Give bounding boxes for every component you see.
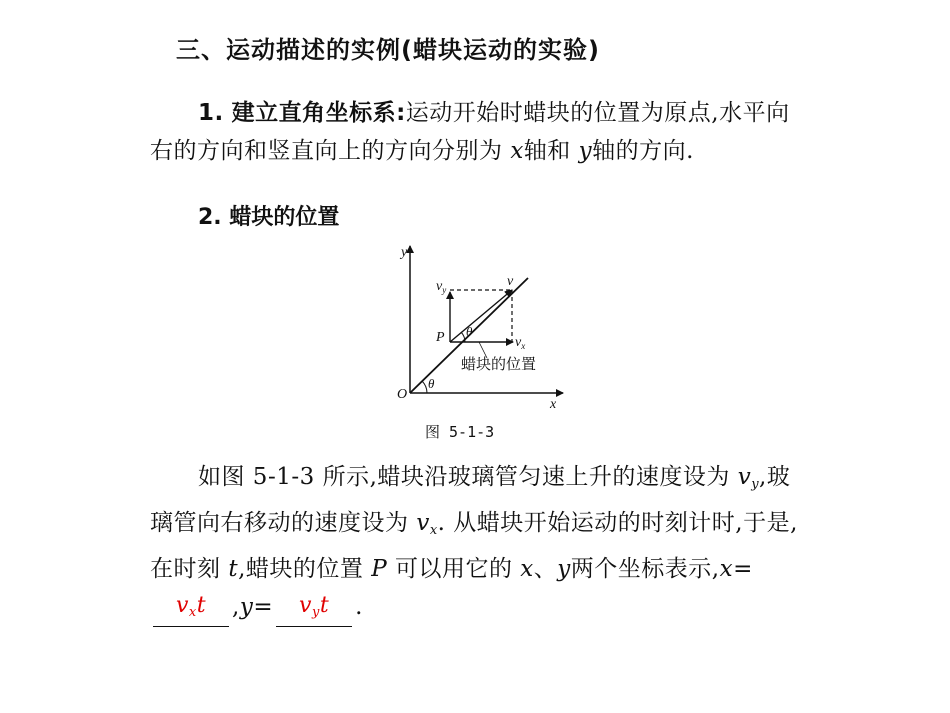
y-axis-label: y xyxy=(401,245,408,260)
main-paragraph xyxy=(150,458,810,627)
answer-blank-y: $v_yt$ xyxy=(276,593,352,627)
separator: 、 xyxy=(533,556,558,582)
section1-colon: : xyxy=(396,100,406,126)
vy-label: $v_y$ xyxy=(436,279,447,295)
theta-label-o: θ xyxy=(428,376,435,391)
y-equation-var: y xyxy=(239,594,254,620)
x-variable: x xyxy=(510,138,524,164)
figure-caption: 图 5-1-3 xyxy=(425,423,495,441)
v-vector xyxy=(450,290,512,342)
section2-title: 2. 蜡块的位置 xyxy=(198,205,340,230)
period: . xyxy=(355,594,363,620)
theta-label-p: θ xyxy=(466,324,473,339)
comma: , xyxy=(232,594,240,620)
equals-sign-2: = xyxy=(253,594,274,620)
section1-number: 1. xyxy=(198,100,224,126)
para-text-3: . 从蜡块开始运动的时刻计时,于是,在时刻 xyxy=(150,510,798,582)
para-text-1: 如图 5-1-3 所示,蜡块沿玻璃管匀速上升的速度设为 xyxy=(198,464,738,490)
x-coord-variable: x xyxy=(520,556,534,582)
p-variable: P xyxy=(371,556,388,582)
v-label: v xyxy=(507,274,514,289)
vy-symbol: $v_y$ xyxy=(737,464,760,492)
x-equation-var: x xyxy=(719,556,734,582)
answer-blank-x: $v_xt$ xyxy=(153,593,229,627)
section1-title: 建立直角坐标系 xyxy=(231,100,397,126)
section1-text-c: 轴的方向. xyxy=(592,138,694,164)
para-text-6: 两个坐标表示, xyxy=(570,556,720,582)
para-text-2: ,玻璃管向右移动的速度设为 xyxy=(150,464,791,536)
theta-arc-o xyxy=(422,381,427,393)
vx-symbol: $v_x$ xyxy=(416,510,438,538)
para-text-4: ,蜡块的位置 xyxy=(238,556,372,582)
y-variable: y xyxy=(578,138,593,164)
y-coord-variable: y xyxy=(557,556,571,582)
para-text-5: 可以用它的 xyxy=(387,556,521,582)
origin-label: O xyxy=(397,387,408,402)
section1-text-b: 轴和 xyxy=(523,138,579,164)
equals-sign-1: = xyxy=(733,556,753,582)
section1-text-a: 运动开始时蜡块的位置为原点,水平向右的方向和竖直向上的方向分别为 xyxy=(150,100,790,164)
x-axis-label: x xyxy=(550,397,557,412)
vx-label: $v_x$ xyxy=(515,335,526,351)
point-label: P xyxy=(436,330,445,345)
position-label: 蜡块的位置 xyxy=(461,355,537,373)
t-variable: t xyxy=(228,556,239,582)
coordinate-figure xyxy=(395,238,575,418)
section-heading: 三、运动描述的实例(蜡块运动的实验) xyxy=(176,36,600,64)
section1-paragraph xyxy=(150,94,810,170)
